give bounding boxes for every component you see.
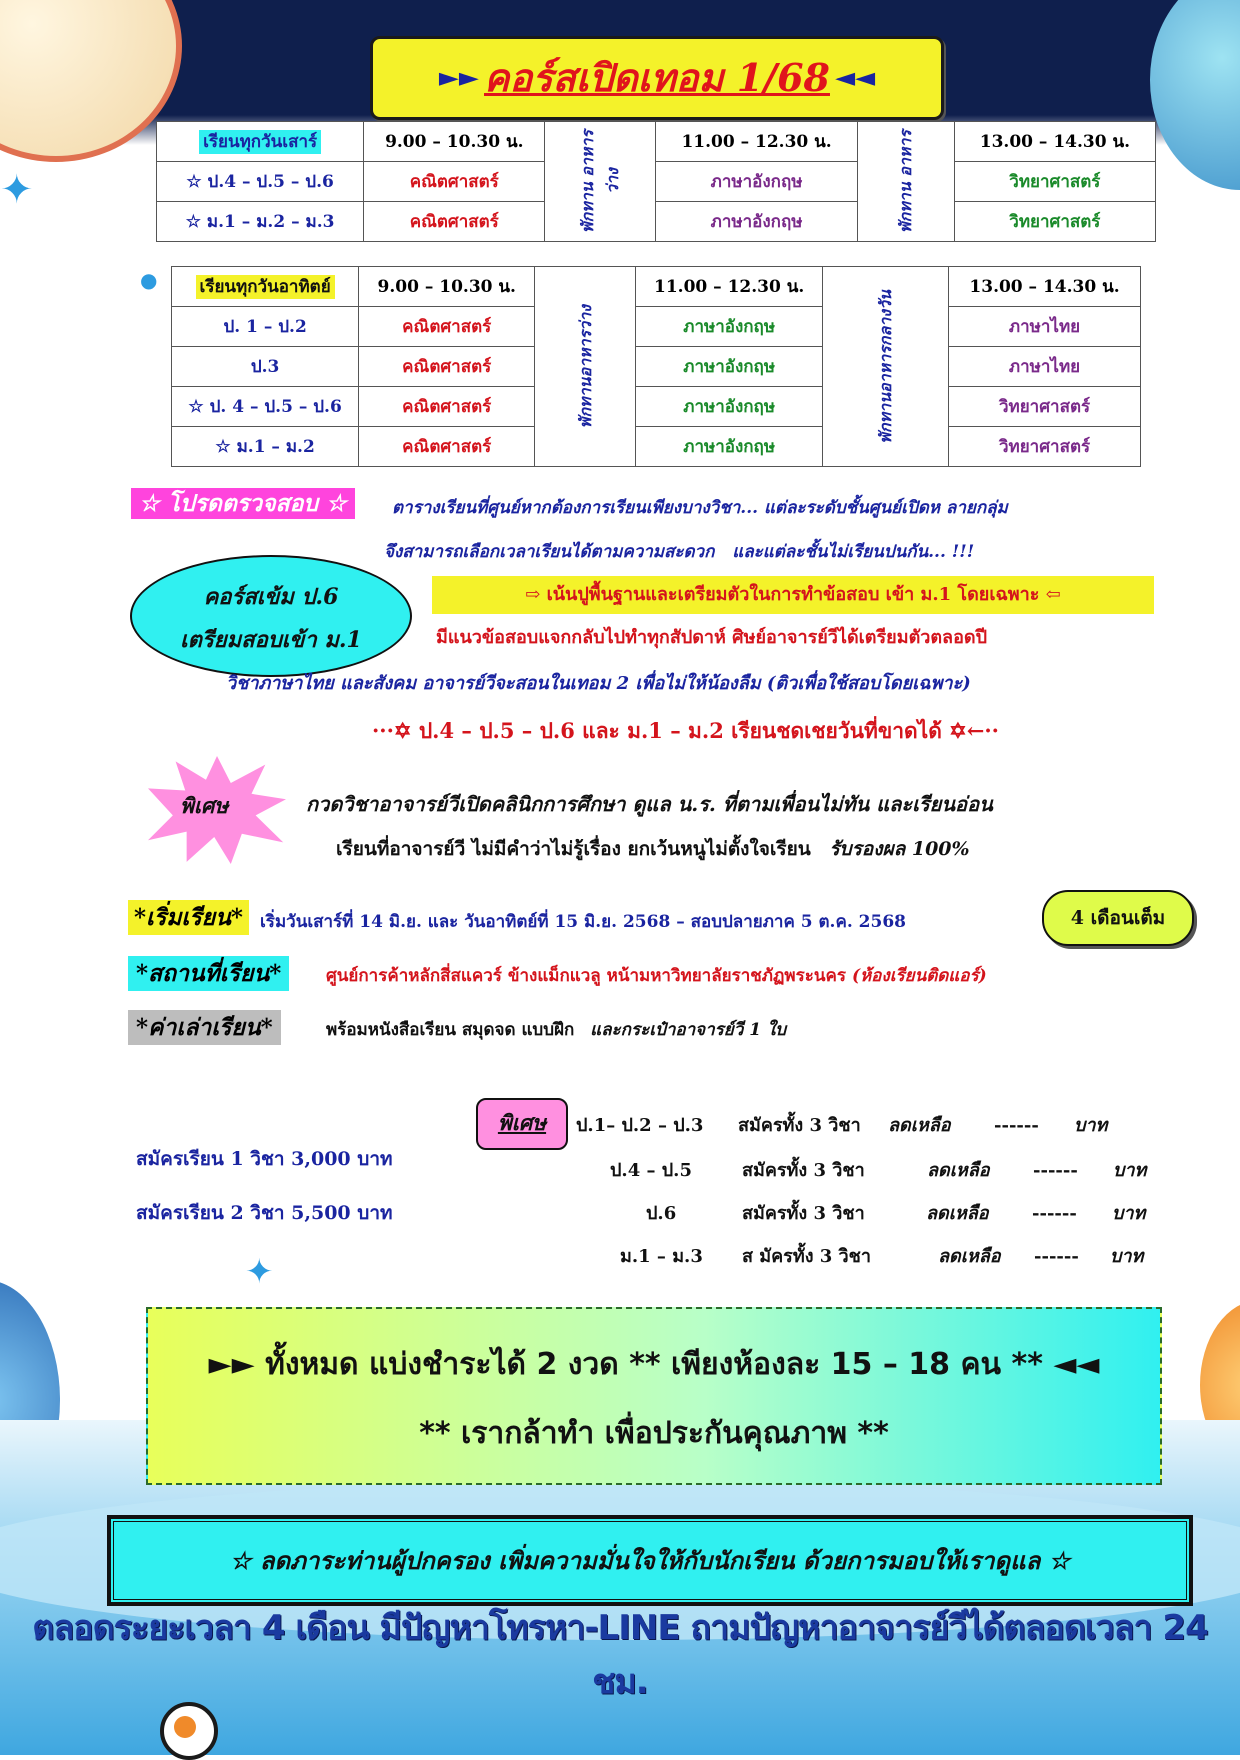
- time-slot-1: 9.00 – 10.30 น.: [364, 122, 545, 162]
- discount-unit: บาท: [1110, 1246, 1144, 1267]
- subject-cell: ภาษาไทย: [949, 307, 1141, 347]
- saturday-schedule-table: [156, 121, 1156, 242]
- fee-items: พร้อมหนังสือเรียน สมุดจด แบบฝึก: [326, 1020, 575, 1040]
- sparkle-icon: ✦: [0, 167, 34, 213]
- subject-cell: วิทยาศาสตร์: [949, 427, 1141, 467]
- start-tag: [128, 900, 249, 936]
- title-banner: [370, 36, 944, 120]
- parent-message: ☆ ลดภาระท่านผู้ปกครอง เพิ่มความมั่นใจให้กับนักเรียน ด้วยการมอบให้เราดูแล ☆: [229, 1546, 1071, 1575]
- discount-off: ลดเหลือ: [888, 1115, 951, 1136]
- time-slot-2: 11.00 – 12.30 น.: [656, 122, 857, 162]
- payment-info-box: [146, 1307, 1162, 1485]
- notice-line-2: [384, 538, 1214, 565]
- discount-unit: บาท: [1113, 1160, 1147, 1181]
- payment-line-1: ►► ทั้งหมด แบ่งชำระได้ 2 งวด ** เพียงห้องละ 15 – 18 คน ** ◄◄: [208, 1347, 1100, 1382]
- p6-subject-line: วิชาภาษาไทย และสังคม อาจารย์วีจะสอนในเทอม 2 เพื่อไม่ให้น้องลืม (ติวเพื่อใช้สอบโดยเฉพาะ): [226, 673, 971, 694]
- subject-cell: คณิตศาสตร์: [364, 202, 545, 242]
- discount-unit: บาท: [1112, 1203, 1146, 1224]
- snack-break-label: พักทาน อาหารว่าง: [578, 130, 623, 233]
- time-slot-1: 9.00 – 10.30 น.: [359, 267, 535, 307]
- parent-message-bar: [110, 1518, 1190, 1603]
- special-line-2: [336, 834, 1176, 864]
- level-cell: ☆ ม.1 – ม.2: [172, 427, 359, 467]
- level-cell: ป. 1 – ป.2: [172, 307, 359, 347]
- special-line-1: กวดวิชาอาจารย์วีเปิดคลินิกการศึกษา ดูแล น.ร. ที่ตามเพื่อนไม่ทัน และเรียนอ่อน: [306, 792, 993, 816]
- start-text: เริ่มวันเสาร์ที่ 14 มิ.ย. และ วันอาทิตย์ที่ 15 มิ.ย. 2568 – สอบปลายภาค 5 ต.ค. 2568: [260, 912, 906, 932]
- discount-blank: ------: [1034, 1246, 1079, 1267]
- fee-tag: [128, 1010, 281, 1046]
- level-cell: ☆ ป.4 – ป.5 – ป.6: [157, 162, 364, 202]
- subject-cell: วิทยาศาสตร์: [954, 202, 1155, 242]
- notice-badge: [131, 486, 355, 522]
- p6-course-ellipse: [130, 555, 412, 677]
- sunday-schedule-table: [171, 266, 1141, 467]
- discount-off: ลดเหลือ: [927, 1160, 990, 1181]
- discount-blank: ------: [994, 1115, 1039, 1136]
- fee-text: [326, 1016, 1026, 1043]
- notice-badge-label: ☆ โปรดตรวจสอบ ☆: [131, 488, 355, 519]
- double-arrow-left-icon: ◄◄: [835, 63, 876, 93]
- fee-note: และกระเป๋าอาจารย์วี 1 ใบ: [590, 1020, 787, 1040]
- time-slot-2: 11.00 – 12.30 น.: [636, 267, 823, 307]
- sparkle-icon: ●: [140, 268, 158, 292]
- subject-cell: ภาษาไทย: [949, 347, 1141, 387]
- special-burst-label: พิเศษ: [180, 793, 229, 818]
- subject-cell: คณิตศาสตร์: [359, 427, 535, 467]
- notice-line-2a: จึงสามารถเลือกเวลาเรียนได้ตามความสะดวก: [384, 542, 715, 562]
- subject-cell: ภาษาอังกฤษ: [656, 162, 857, 202]
- subject-cell: คณิตศาสตร์: [364, 162, 545, 202]
- subject-cell: ภาษาอังกฤษ: [636, 347, 823, 387]
- snack-break-label: พักทานอาหารว่าง: [575, 304, 595, 429]
- subject-cell: วิทยาศาสตร์: [954, 162, 1155, 202]
- discount-level: ม.1 – ม.3: [620, 1246, 703, 1267]
- level-cell: ☆ ม.1 – ม.2 – ม.3: [157, 202, 364, 242]
- four-months-pill: [1042, 890, 1194, 946]
- place-address: ศูนย์การค้าหลักสี่สแควร์ ข้างแม็กแวลู หน้ามหาวิทยาลัยราชภัฏพระนคร: [326, 966, 847, 986]
- lunch-break-label: พักทาน อาหาร: [896, 130, 916, 233]
- discount-level: ป.1– ป.2 – ป.3: [576, 1115, 704, 1136]
- subject-cell: ภาษาอังกฤษ: [636, 307, 823, 347]
- subject-cell: คณิตศาสตร์: [359, 347, 535, 387]
- subject-cell: วิทยาศาสตร์: [949, 387, 1141, 427]
- time-slot-3: 13.00 – 14.30 น.: [949, 267, 1141, 307]
- price-one-subject: สมัครเรียน 1 วิชา 3,000 บาท: [136, 1148, 393, 1170]
- discount-row: [610, 1155, 1170, 1184]
- planet-right-decoration: [1150, 0, 1240, 190]
- makeup-line: ···✡ ป.4 – ป.5 – ป.6 และ ม.1 – ม.2 เรียนชดเชยวันที่ขาดได้ ✡←··: [372, 718, 999, 743]
- special-discount-label: พิเศษ: [497, 1110, 547, 1135]
- discount-unit: บาท: [1074, 1115, 1108, 1136]
- special-discount-badge: [476, 1098, 568, 1150]
- discount-row: [620, 1241, 1180, 1270]
- p6-highlight: ⇨ เน้นปูพื้นฐานและเตรียมตัวในการทำข้อสอบ เข้า ม.1 โดยเฉพาะ ⇦: [432, 576, 1154, 614]
- subject-cell: คณิตศาสตร์: [359, 307, 535, 347]
- price-two-subjects: สมัครเรียน 2 วิชา 5,500 บาท: [136, 1202, 393, 1224]
- discount-off: ลดเหลือ: [938, 1246, 1001, 1267]
- discount-level: ป.6: [646, 1203, 677, 1224]
- payment-line-2: ** เรากล้าทำ เพื่อประกันคุณภาพ **: [419, 1416, 889, 1451]
- level-cell: ป.3: [172, 347, 359, 387]
- discount-row: [646, 1198, 1166, 1227]
- notice-line-1: ตารางเรียนที่ศูนย์หากต้องการเรียนเพียงบางวิชา... แต่ละระดับชั้นศูนย์เปิดห ลายกลุ่ม: [392, 498, 1008, 518]
- place-text: [326, 962, 1206, 989]
- subject-cell: คณิตศาสตร์: [359, 387, 535, 427]
- subject-cell: ภาษาอังกฤษ: [636, 427, 823, 467]
- discount-row: [576, 1110, 1156, 1139]
- notice-line-2b: และแต่ละชั้นไม่เรียนปนกัน... !!!: [732, 542, 975, 562]
- special-line-2a: เรียนที่อาจารย์วี ไม่มีคำว่าไม่รู้เรื่อง ยกเว้นหนูไม่ตั้งใจเรียน: [336, 838, 811, 860]
- subject-cell: ภาษาอังกฤษ: [636, 387, 823, 427]
- lunch-break-label: พักทานอาหารกลางวัน: [876, 289, 896, 444]
- ellipse-line-2: เตรียมสอบเข้า ม.1: [180, 627, 362, 653]
- saturday-header: เรียนทุกวันเสาร์: [199, 130, 321, 154]
- subject-cell: ภาษาอังกฤษ: [656, 202, 857, 242]
- discount-apply: สมัครทั้ง 3 วิชา: [738, 1115, 861, 1136]
- four-months-label: 4 เดือนเต็ม: [1070, 907, 1166, 929]
- place-note: (ห้องเรียนติดแอร์): [851, 966, 987, 986]
- discount-apply: สมัครทั้ง 3 วิชา: [742, 1160, 865, 1181]
- rocket-window-decoration: [174, 1716, 196, 1738]
- p6-exam-line: มีแนวข้อสอบแจกกลับไปทำทุกสัปดาห์ ศิษย์อาจารย์วีได้เตรียมตัวตลอดปี: [436, 627, 988, 648]
- place-tag: [128, 956, 289, 992]
- page-title: คอร์สเปิดเทอม 1/68: [484, 55, 830, 100]
- fee-tag-label: *ค่าเล่าเรียน*: [128, 1010, 281, 1045]
- discount-blank: ------: [1033, 1160, 1078, 1181]
- level-cell: ☆ ป. 4 – ป.5 – ป.6: [172, 387, 359, 427]
- discount-off: ลดเหลือ: [926, 1203, 989, 1224]
- sunday-header: เรียนทุกวันอาทิตย์: [196, 275, 335, 299]
- place-tag-label: *สถานที่เรียน*: [128, 956, 289, 991]
- discount-apply: สมัครทั้ง 3 วิชา: [742, 1203, 865, 1224]
- discount-level: ป.4 – ป.5: [610, 1160, 692, 1181]
- sparkle-icon: ✦: [245, 1252, 274, 1292]
- time-slot-3: 13.00 – 14.30 น.: [954, 122, 1155, 162]
- double-arrow-right-icon: ►►: [438, 63, 479, 93]
- special-line-2b: รับรองผล 100%: [829, 838, 970, 860]
- discount-blank: ------: [1032, 1203, 1077, 1224]
- contact-line: ตลอดระยะเวลา 4 เดือน มีปัญหาโทรหา-LINE ถามปัญหาอาจารย์วีได้ตลอดเวลา 24 ชม.: [32, 1608, 1208, 1702]
- ellipse-line-1: คอร์สเข้ม ป.6: [203, 584, 339, 610]
- discount-apply: ส มัครทั้ง 3 วิชา: [742, 1246, 871, 1267]
- start-tag-label: *เริ่มเรียน*: [128, 900, 249, 935]
